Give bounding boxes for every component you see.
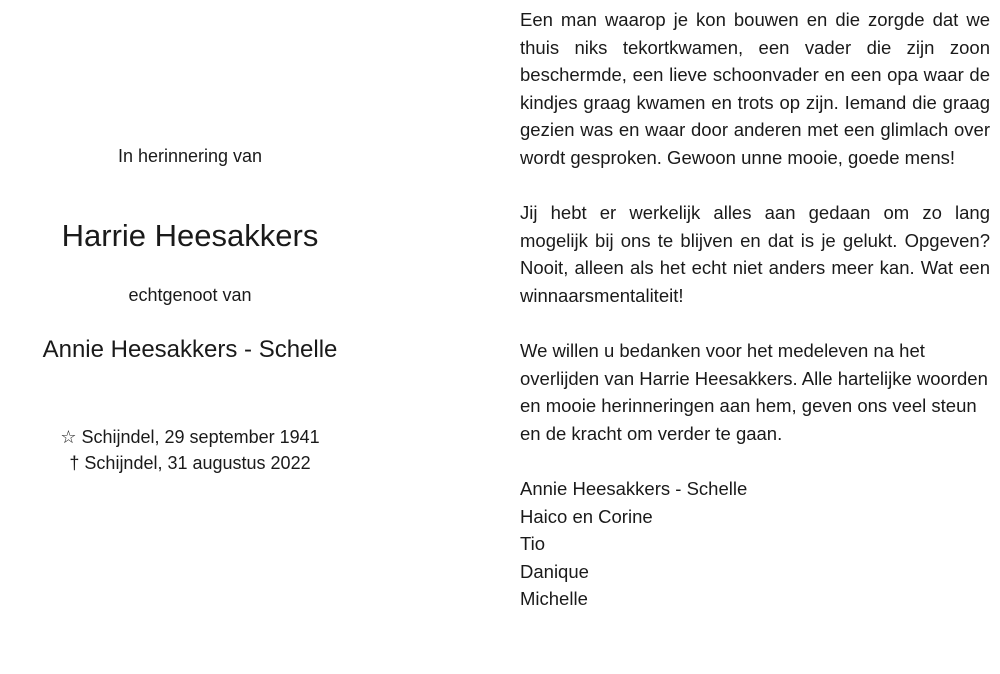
spouse-name: Annie Heesakkers - Schelle xyxy=(42,336,338,363)
left-panel xyxy=(0,0,380,674)
right-panel xyxy=(520,6,990,613)
signer: Tio xyxy=(520,533,546,555)
paragraph-tribute: Een man waarop je kon bouwen en die zorgde dat we thuis niks tekortkwamen, een vader die zijn zoon beschermde, een lieve schoonvader en een opa waar de kindjes graag kwamen en trots op zijn. Iemand die graag gezien was en waar door anderen met een glimlach over wordt gesproken. Gewoon unne mooie, goede mens! xyxy=(520,9,990,168)
intro-text: In herinnering van xyxy=(117,146,263,166)
death-date: Schijndel, 31 augustus 2022 xyxy=(84,453,311,473)
signer: Haico en Corine xyxy=(520,505,653,527)
star-icon: ☆ xyxy=(60,427,77,447)
signers-list xyxy=(520,475,990,613)
deceased-name: Harrie Heesakkers xyxy=(61,218,319,253)
birth-line xyxy=(0,424,380,450)
death-line xyxy=(0,450,380,476)
signer: Michelle xyxy=(520,588,588,610)
life-dates xyxy=(0,424,380,476)
paragraph-thanks: We willen u bedanken voor het medeleven na het overlijden van Harrie Heesakkers. Alle hartelijke woorden en mooie herinneringen aan hem, geven ons veel steun en de kracht om verder te gaan. xyxy=(520,340,988,444)
signer: Annie Heesakkers - Schelle xyxy=(520,478,748,500)
paragraph-strength: Jij hebt er werkelijk alles aan gedaan om zo lang mogelijk bij ons te blijven en dat is je gelukt. Opgeven? Nooit, alleen als het echt niet anders meer kan. Wat een winnaarsmentaliteit! xyxy=(520,202,990,306)
cross-icon: † xyxy=(69,453,80,473)
spouse-label: echtgenoot van xyxy=(128,285,252,305)
signer: Danique xyxy=(520,560,589,582)
birth-date: Schijndel, 29 september 1941 xyxy=(81,427,320,447)
